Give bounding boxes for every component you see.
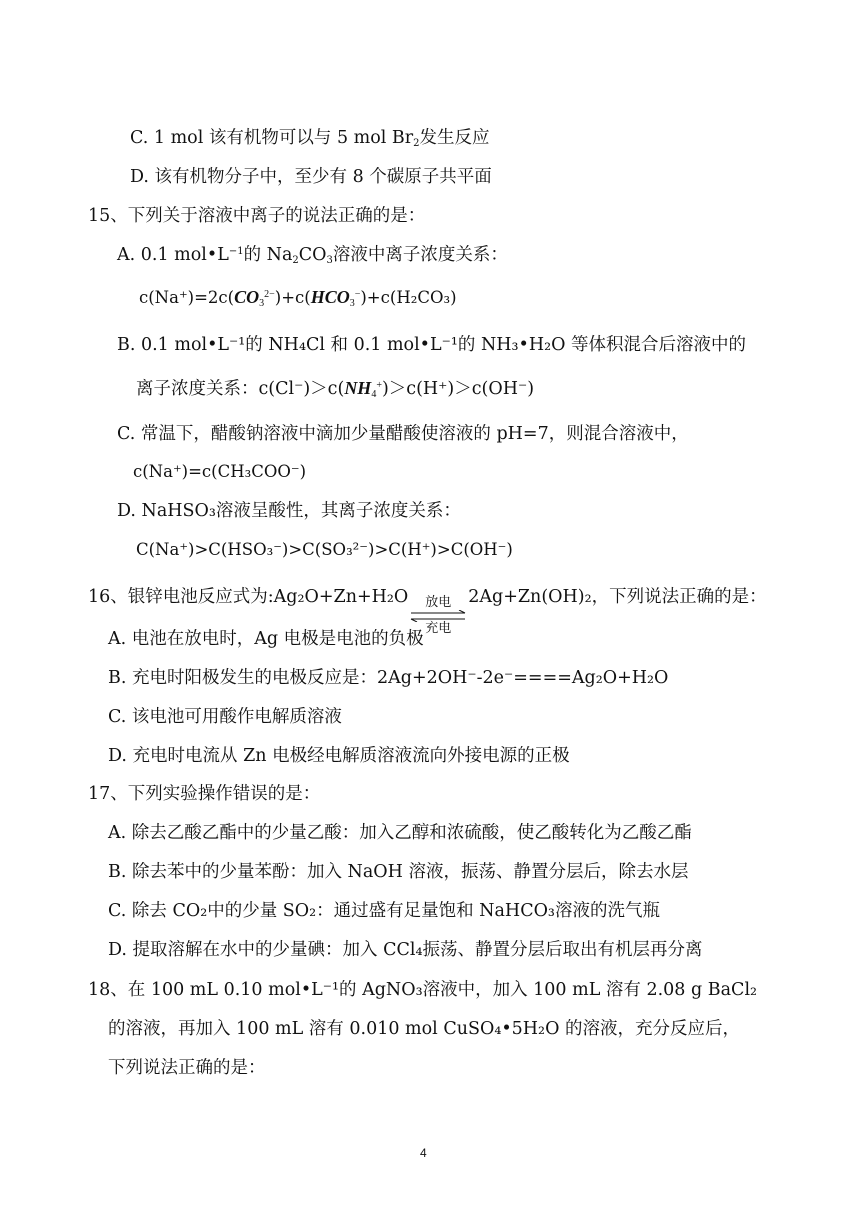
q15-option-a-line1: A. 0.1 $mol•L^{-1}$的 $Na_2CO_3$溶液中离子浓度关系： — [117, 245, 508, 266]
q16-stem: 16、银锌电池反应式为:Ag₂O+Zn+H₂O 放电 充电 2Ag+Zn(OH)₂，下列说法正确的是： — [88, 587, 767, 636]
q18-line3: 下列说法正确的是： — [108, 1058, 266, 1078]
bicarbonate-ion: $HCO_3^-$ — [310, 287, 361, 309]
arrow-label-discharge: 放电 — [425, 595, 452, 610]
page-number: 4 — [420, 1146, 427, 1160]
q17-stem: 17、下列实验操作错误的是： — [88, 784, 321, 804]
q15-stem: 15、下列关于溶液中离子的说法正确的是： — [88, 206, 426, 226]
q18-line2: 的溶液，再加入 100 mL 溶有 0.010 mol CuSO₄•5H₂O 的溶液，充分反应后， — [108, 1019, 740, 1039]
q17-option-c: C. 除去 CO₂中的少量 SO₂：通过盛有足量饱和 NaHCO₃溶液的洗气瓶 — [108, 901, 660, 921]
ammonium-ion: $NH_4^+$ — [344, 378, 382, 400]
q16-option-d: D. 充电时电流从 Zn 电极经电解质溶液流向外接电源的正极 — [108, 746, 570, 766]
q15-option-b-line2: 离子浓度关系：$c(Cl^-)>c(NH_4^+)>c(H^+)>c(OH^-)$ — [136, 378, 535, 400]
carbonate-ion: $CO_3^{2-}$ — [234, 287, 275, 309]
q15-option-c-line2: c(Na⁺)=c(CH₃COO⁻) — [133, 462, 307, 481]
q15-option-c-line1: C. 常温下，醋酸钠溶液中滴加少量醋酸使溶液的 pH=7，则混合溶液中， — [117, 424, 689, 444]
q14-option-c: C. 1 mol 该有机物可以与 5 mol $Br_2$发生反应 — [130, 128, 490, 149]
q17-option-d: D. 提取溶解在水中的少量碘：加入 CCl₄振荡、静置分层后取出有机层再分离 — [108, 940, 703, 960]
q17-option-a: A. 除去乙酸乙酯中的少量乙酸：加入乙醇和浓硫酸，使乙酸转化为乙酸乙酯 — [108, 823, 692, 843]
q15-option-b-line1: B. 0.1 mol•L⁻¹的 NH₄Cl 和 0.1 mol•L⁻¹的 NH₃•H₂O 等体积混合后溶液中的 — [117, 335, 747, 355]
q16-option-a: A. 电池在放电时，Ag 电极是电池的负极 — [108, 629, 424, 649]
q14-option-d: D. 该有机物分子中，至少有 8 个碳原子共平面 — [130, 167, 492, 187]
arrow-label-charge: 充电 — [425, 621, 452, 636]
q16-option-c: C. 该电池可用酸作电解质溶液 — [108, 707, 342, 727]
q16-option-b: B. 充电时阳极发生的电极反应是：2Ag+2OH⁻-2e⁻====Ag₂O+H₂O — [108, 668, 669, 688]
q15-option-d-line2: C(Na⁺)>C(HSO₃⁻)>C(SO₃²⁻)>C(H⁺)>C(OH⁻) — [136, 540, 513, 559]
q17-option-b: B. 除去苯中的少量苯酚：加入 NaOH 溶液，振荡、静置分层后，除去水层 — [108, 862, 689, 882]
q15-option-d-line1: D. NaHSO₃溶液呈酸性，其离子浓度关系： — [117, 501, 461, 521]
q15-option-a-line2: $c(Na^+)=2c(CO_3^{2-})+c(HCO_3^-)+c(H_2CO_3)$ — [139, 287, 457, 309]
q18-line1: 18、在 100 mL 0.10 mol•L⁻¹的 AgNO₃溶液中，加入 100 mL 溶有 2.08 g BaCl₂ — [88, 980, 758, 1000]
